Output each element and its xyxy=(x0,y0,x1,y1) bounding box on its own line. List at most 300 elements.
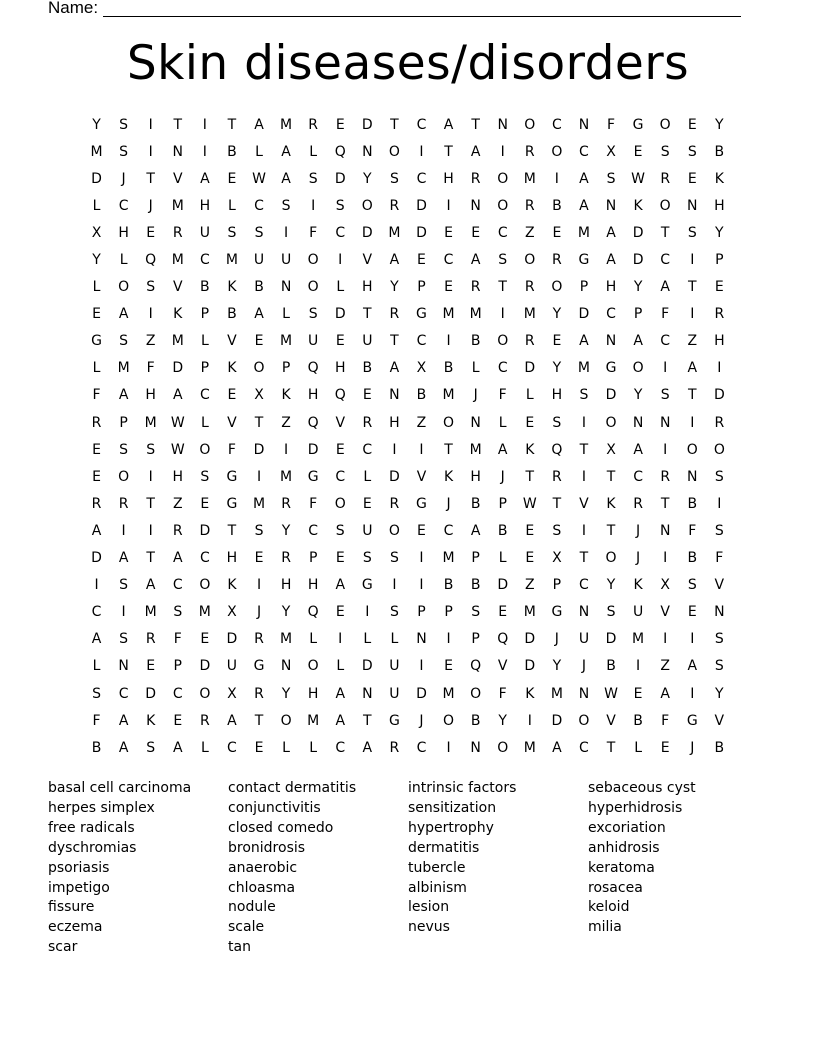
grid-letter[interactable]: I xyxy=(636,658,641,675)
grid-letter[interactable]: K xyxy=(146,712,156,729)
grid-letter[interactable]: Q xyxy=(307,360,319,377)
grid-letter[interactable]: Y xyxy=(552,658,562,675)
grid-letter[interactable]: D xyxy=(389,468,400,485)
grid-letter[interactable]: K xyxy=(714,170,724,187)
grid-letter[interactable]: Z xyxy=(145,333,156,350)
grid-letter[interactable]: B xyxy=(687,495,698,512)
grid-letter[interactable]: I xyxy=(148,522,153,539)
grid-letter[interactable]: O xyxy=(605,550,617,567)
grid-letter[interactable]: V xyxy=(416,468,427,485)
grid-letter[interactable]: L xyxy=(471,360,480,377)
grid-letter[interactable]: Z xyxy=(524,577,535,594)
grid-letter[interactable]: C xyxy=(497,360,508,377)
grid-letter[interactable]: U xyxy=(253,252,265,269)
grid-letter[interactable]: M xyxy=(523,306,536,323)
grid-letter[interactable]: D xyxy=(713,387,725,404)
grid-letter[interactable]: T xyxy=(579,441,589,458)
grid-letter[interactable]: V xyxy=(497,658,508,675)
grid-letter[interactable]: E xyxy=(146,224,156,241)
grid-letter[interactable]: A xyxy=(172,550,183,567)
grid-letter[interactable]: C xyxy=(362,441,373,458)
grid-letter[interactable]: J xyxy=(581,658,587,675)
grid-letter[interactable]: C xyxy=(606,306,616,323)
grid-letter[interactable]: H xyxy=(714,197,725,214)
grid-letter[interactable]: I xyxy=(148,143,153,160)
grid-letter[interactable]: O xyxy=(280,712,292,729)
grid-letter[interactable]: R xyxy=(470,279,481,296)
grid-letter[interactable]: O xyxy=(388,522,400,539)
grid-letter[interactable]: B xyxy=(416,387,427,404)
grid-letter[interactable]: H xyxy=(605,279,617,296)
grid-letter[interactable]: R xyxy=(524,143,535,160)
grid-letter[interactable]: T xyxy=(606,739,616,756)
grid-letter[interactable]: T xyxy=(390,116,399,133)
grid-letter[interactable]: E xyxy=(173,712,183,729)
grid-letter[interactable]: M xyxy=(523,170,536,187)
grid-letter[interactable]: D xyxy=(145,685,157,702)
grid-letter[interactable]: W xyxy=(252,170,266,187)
grid-letter[interactable]: I xyxy=(256,468,262,485)
grid-letter[interactable]: I xyxy=(581,522,587,539)
grid-letter[interactable]: E xyxy=(362,387,372,404)
grid-letter[interactable]: Q xyxy=(334,387,346,404)
grid-letter[interactable]: H xyxy=(118,224,129,241)
grid-letter[interactable]: P xyxy=(281,360,291,377)
grid-letter[interactable]: S xyxy=(714,658,724,675)
grid-letter[interactable]: J xyxy=(636,550,641,567)
grid-letter[interactable]: P xyxy=(444,604,453,621)
grid-letter[interactable]: E xyxy=(471,224,481,241)
grid-letter[interactable]: B xyxy=(714,739,725,756)
grid-letter[interactable]: I xyxy=(690,414,695,431)
grid-letter[interactable]: B xyxy=(714,143,725,160)
grid-letter[interactable]: O xyxy=(578,712,590,729)
grid-letter[interactable]: F xyxy=(661,712,670,729)
grid-letter[interactable]: A xyxy=(281,143,291,160)
grid-letter[interactable]: T xyxy=(471,116,480,133)
grid-letter[interactable]: O xyxy=(497,170,509,187)
grid-letter[interactable]: P xyxy=(498,495,507,512)
grid-letter[interactable]: C xyxy=(551,116,562,133)
grid-letter[interactable]: M xyxy=(117,360,130,377)
grid-letter[interactable]: M xyxy=(225,252,238,269)
grid-letter[interactable]: O xyxy=(253,360,265,377)
grid-letter[interactable]: Y xyxy=(498,712,507,729)
grid-letter[interactable]: A xyxy=(552,739,562,756)
grid-letter[interactable]: B xyxy=(606,658,616,675)
grid-letter[interactable]: M xyxy=(442,306,455,323)
grid-letter[interactable]: W xyxy=(631,170,646,187)
grid-letter[interactable]: M xyxy=(523,604,536,621)
grid-letter[interactable]: S xyxy=(660,143,670,160)
grid-letter[interactable]: M xyxy=(388,224,401,241)
grid-letter[interactable]: V xyxy=(227,333,237,350)
grid-letter[interactable]: I xyxy=(446,333,451,350)
grid-letter[interactable]: A xyxy=(172,739,183,756)
grid-letter[interactable]: B xyxy=(227,143,237,160)
grid-letter[interactable]: O xyxy=(199,685,211,702)
grid-letter[interactable]: L xyxy=(282,306,290,323)
grid-letter[interactable]: F xyxy=(498,685,507,702)
grid-letter[interactable]: Y xyxy=(363,170,372,187)
grid-letter[interactable]: D xyxy=(226,631,238,648)
grid-letter[interactable]: C xyxy=(335,739,346,756)
grid-letter[interactable]: S xyxy=(92,685,101,702)
grid-letter[interactable]: I xyxy=(121,522,126,539)
grid-letter[interactable]: E xyxy=(498,604,508,621)
grid-letter[interactable]: R xyxy=(389,739,400,756)
grid-letter[interactable]: A xyxy=(335,685,346,702)
grid-letter[interactable]: B xyxy=(91,739,102,756)
grid-letter[interactable]: D xyxy=(524,360,536,377)
grid-letter[interactable]: P xyxy=(579,279,589,296)
grid-letter[interactable]: C xyxy=(660,252,671,269)
grid-letter[interactable]: P xyxy=(715,252,724,269)
grid-letter[interactable]: E xyxy=(146,658,156,675)
grid-letter[interactable]: H xyxy=(334,360,346,377)
grid-letter[interactable]: E xyxy=(687,170,697,187)
grid-letter[interactable]: L xyxy=(255,143,263,160)
grid-letter[interactable]: R xyxy=(145,631,156,648)
grid-letter[interactable]: C xyxy=(335,468,346,485)
grid-letter[interactable]: J xyxy=(121,170,126,187)
grid-letter[interactable]: T xyxy=(444,441,453,458)
grid-letter[interactable]: N xyxy=(605,197,617,214)
grid-letter[interactable]: L xyxy=(498,414,507,431)
grid-letter[interactable]: I xyxy=(311,197,316,214)
grid-letter[interactable]: U xyxy=(632,604,644,621)
grid-letter[interactable]: C xyxy=(254,197,264,214)
grid-letter[interactable]: Y xyxy=(92,116,101,133)
grid-letter[interactable]: S xyxy=(335,522,345,539)
grid-letter[interactable]: E xyxy=(687,604,697,621)
grid-letter[interactable]: A xyxy=(335,577,346,594)
grid-letter[interactable]: D xyxy=(605,387,617,404)
grid-letter[interactable]: V xyxy=(714,712,725,729)
grid-letter[interactable]: I xyxy=(148,306,153,323)
grid-letter[interactable]: I xyxy=(419,550,424,567)
grid-letter[interactable]: I xyxy=(581,414,587,431)
grid-letter[interactable]: E xyxy=(92,468,101,485)
grid-letter[interactable]: U xyxy=(226,658,238,675)
grid-letter[interactable]: T xyxy=(254,414,264,431)
grid-letter[interactable]: S xyxy=(119,333,129,350)
grid-letter[interactable]: M xyxy=(550,685,563,702)
grid-letter[interactable]: N xyxy=(416,631,427,648)
grid-letter[interactable]: F xyxy=(715,550,724,567)
grid-letter[interactable]: R xyxy=(254,685,264,702)
grid-letter[interactable]: M xyxy=(523,739,536,756)
grid-letter[interactable]: M xyxy=(280,631,293,648)
grid-letter[interactable]: H xyxy=(307,387,319,404)
grid-letter[interactable]: E xyxy=(417,252,426,269)
grid-letter[interactable]: J xyxy=(554,631,559,648)
grid-letter[interactable]: I xyxy=(581,468,587,485)
grid-letter[interactable]: F xyxy=(92,712,101,729)
grid-letter[interactable]: W xyxy=(170,441,185,458)
grid-letter[interactable]: A xyxy=(254,116,264,133)
grid-letter[interactable]: A xyxy=(389,252,400,269)
grid-letter[interactable]: L xyxy=(200,333,209,350)
grid-letter[interactable]: M xyxy=(577,360,590,377)
grid-letter[interactable]: C xyxy=(416,333,427,350)
grid-letter[interactable]: H xyxy=(714,333,725,350)
grid-letter[interactable]: P xyxy=(552,577,562,594)
grid-letter[interactable]: P xyxy=(308,550,318,567)
grid-letter[interactable]: J xyxy=(148,197,153,214)
grid-letter[interactable]: H xyxy=(551,387,563,404)
grid-letter[interactable]: F xyxy=(606,116,616,133)
grid-letter[interactable]: N xyxy=(280,279,292,296)
grid-letter[interactable]: B xyxy=(470,577,481,594)
grid-letter[interactable]: B xyxy=(443,360,454,377)
grid-letter[interactable]: N xyxy=(659,414,671,431)
grid-letter[interactable]: C xyxy=(91,604,102,621)
grid-letter[interactable]: S xyxy=(308,170,318,187)
grid-letter[interactable]: Q xyxy=(497,631,509,648)
grid-letter[interactable]: N xyxy=(578,685,590,702)
grid-letter[interactable]: B xyxy=(254,279,264,296)
grid-letter[interactable]: C xyxy=(579,577,589,594)
grid-letter[interactable]: O xyxy=(497,197,509,214)
grid-letter[interactable]: I xyxy=(554,170,559,187)
grid-letter[interactable]: T xyxy=(660,495,670,512)
grid-letter[interactable]: R xyxy=(281,550,291,567)
grid-letter[interactable]: A xyxy=(281,170,291,187)
grid-letter[interactable]: E xyxy=(335,441,345,458)
grid-letter[interactable]: E xyxy=(714,279,724,296)
grid-letter[interactable]: I xyxy=(392,441,397,458)
grid-letter[interactable]: L xyxy=(525,387,534,404)
grid-letter[interactable]: D xyxy=(361,116,373,133)
grid-letter[interactable]: L xyxy=(309,143,318,160)
grid-letter[interactable]: Z xyxy=(687,333,698,350)
grid-letter[interactable]: S xyxy=(606,170,616,187)
grid-letter[interactable]: T xyxy=(444,143,453,160)
grid-letter[interactable]: Y xyxy=(552,360,562,377)
grid-letter[interactable]: C xyxy=(416,116,427,133)
grid-letter[interactable]: A xyxy=(606,252,616,269)
grid-letter[interactable]: T xyxy=(606,468,616,485)
grid-letter[interactable]: O xyxy=(659,197,671,214)
grid-letter[interactable]: M xyxy=(577,224,590,241)
grid-letter[interactable]: I xyxy=(663,441,668,458)
grid-letter[interactable]: Y xyxy=(715,224,724,241)
grid-letter[interactable]: N xyxy=(687,197,698,214)
grid-letter[interactable]: B xyxy=(362,360,373,377)
grid-letter[interactable]: U xyxy=(362,522,373,539)
grid-letter[interactable]: U xyxy=(389,685,400,702)
grid-letter[interactable]: L xyxy=(92,279,101,296)
grid-letter[interactable]: Y xyxy=(633,279,643,296)
grid-letter[interactable]: T xyxy=(254,712,264,729)
grid-letter[interactable]: N xyxy=(497,116,508,133)
grid-letter[interactable]: T xyxy=(660,224,670,241)
grid-letter[interactable]: E xyxy=(633,685,643,702)
grid-letter[interactable]: D xyxy=(632,224,644,241)
grid-letter[interactable]: O xyxy=(118,468,130,485)
grid-letter[interactable]: F xyxy=(498,387,507,404)
grid-letter[interactable]: B xyxy=(470,495,481,512)
grid-letter[interactable]: T xyxy=(498,279,507,296)
grid-letter[interactable]: A xyxy=(91,522,102,539)
grid-letter[interactable]: G xyxy=(605,360,617,377)
grid-letter[interactable]: F xyxy=(661,306,670,323)
grid-letter[interactable]: Z xyxy=(172,495,183,512)
grid-letter[interactable]: F xyxy=(173,631,182,648)
grid-letter[interactable]: Q xyxy=(145,252,157,269)
grid-letter[interactable]: T xyxy=(363,712,372,729)
grid-letter[interactable]: R xyxy=(633,495,643,512)
grid-letter[interactable]: C xyxy=(335,224,346,241)
grid-letter[interactable]: R xyxy=(172,224,183,241)
grid-letter[interactable]: S xyxy=(389,550,399,567)
grid-letter[interactable]: A xyxy=(660,279,670,296)
grid-letter[interactable]: N xyxy=(280,658,292,675)
grid-letter[interactable]: H xyxy=(470,468,481,485)
grid-letter[interactable]: E xyxy=(335,604,345,621)
grid-letter[interactable]: E xyxy=(227,387,237,404)
grid-letter[interactable]: D xyxy=(578,306,590,323)
grid-letter[interactable]: N xyxy=(470,414,481,431)
grid-letter[interactable]: D xyxy=(361,224,373,241)
grid-letter[interactable]: L xyxy=(200,739,209,756)
grid-letter[interactable]: C xyxy=(118,685,129,702)
grid-letter[interactable]: E xyxy=(92,306,101,323)
grid-letter[interactable]: J xyxy=(256,604,262,621)
grid-letter[interactable]: H xyxy=(307,577,319,594)
grid-letter[interactable]: E xyxy=(335,116,345,133)
grid-letter[interactable]: D xyxy=(524,631,536,648)
grid-letter[interactable]: X xyxy=(416,360,427,377)
grid-letter[interactable]: S xyxy=(362,550,372,567)
grid-letter[interactable]: A xyxy=(470,252,481,269)
grid-letter[interactable]: E xyxy=(200,495,210,512)
grid-letter[interactable]: N xyxy=(578,604,590,621)
grid-letter[interactable]: O xyxy=(524,252,536,269)
grid-letter[interactable]: T xyxy=(552,495,562,512)
grid-letter[interactable]: L xyxy=(228,197,236,214)
grid-letter[interactable]: M xyxy=(280,468,293,485)
grid-letter[interactable]: T xyxy=(606,522,616,539)
grid-letter[interactable]: M xyxy=(632,631,645,648)
grid-letter[interactable]: I xyxy=(663,631,668,648)
grid-letter[interactable]: C xyxy=(579,739,589,756)
grid-letter[interactable]: E xyxy=(254,550,264,567)
grid-letter[interactable]: O xyxy=(361,197,373,214)
grid-letter[interactable]: E xyxy=(444,279,453,296)
grid-letter[interactable]: R xyxy=(199,712,210,729)
grid-letter[interactable]: V xyxy=(227,414,237,431)
grid-letter[interactable]: A xyxy=(172,387,183,404)
grid-letter[interactable]: Z xyxy=(416,414,427,431)
grid-letter[interactable]: B xyxy=(227,306,237,323)
grid-letter[interactable]: H xyxy=(307,685,319,702)
grid-letter[interactable]: R xyxy=(389,197,400,214)
grid-letter[interactable]: C xyxy=(497,224,508,241)
grid-letter[interactable]: C xyxy=(172,685,183,702)
grid-letter[interactable]: J xyxy=(446,495,451,512)
grid-letter[interactable]: R xyxy=(660,468,671,485)
grid-letter[interactable]: H xyxy=(145,387,156,404)
grid-letter[interactable]: I xyxy=(690,252,695,269)
grid-letter[interactable]: R xyxy=(660,170,671,187)
grid-letter[interactable]: K xyxy=(281,387,291,404)
grid-letter[interactable]: D xyxy=(199,658,211,675)
grid-letter[interactable]: X xyxy=(227,685,237,702)
grid-letter[interactable]: M xyxy=(252,495,266,512)
grid-letter[interactable]: L xyxy=(92,197,101,214)
grid-letter[interactable]: M xyxy=(280,333,293,350)
grid-letter[interactable]: J xyxy=(473,387,478,404)
grid-letter[interactable]: I xyxy=(419,441,424,458)
grid-letter[interactable]: E xyxy=(687,116,697,133)
grid-letter[interactable]: L xyxy=(336,658,345,675)
grid-letter[interactable]: I xyxy=(202,116,207,133)
grid-letter[interactable]: V xyxy=(606,712,616,729)
grid-letter[interactable]: K xyxy=(525,685,535,702)
grid-letter[interactable]: L xyxy=(363,631,372,648)
grid-letter[interactable]: O xyxy=(686,441,698,458)
grid-letter[interactable]: F xyxy=(309,495,318,512)
grid-letter[interactable]: B xyxy=(443,577,454,594)
grid-letter[interactable]: G xyxy=(686,712,698,729)
grid-letter[interactable]: S xyxy=(687,577,697,594)
grid-letter[interactable]: L xyxy=(309,631,318,648)
grid-letter[interactable]: N xyxy=(605,333,617,350)
grid-letter[interactable]: E xyxy=(633,143,643,160)
grid-letter[interactable]: M xyxy=(442,387,455,404)
grid-letter[interactable]: O xyxy=(443,414,455,431)
grid-letter[interactable]: R xyxy=(552,252,562,269)
grid-letter[interactable]: E xyxy=(254,739,264,756)
grid-letter[interactable]: F xyxy=(146,360,155,377)
grid-letter[interactable]: I xyxy=(690,306,695,323)
grid-letter[interactable]: T xyxy=(687,279,697,296)
grid-letter[interactable]: A xyxy=(335,712,346,729)
grid-letter[interactable]: D xyxy=(253,441,265,458)
grid-letter[interactable]: G xyxy=(307,468,319,485)
grid-letter[interactable]: D xyxy=(416,224,427,241)
grid-letter[interactable]: G xyxy=(551,604,563,621)
grid-letter[interactable]: S xyxy=(308,306,318,323)
grid-letter[interactable]: Y xyxy=(281,685,291,702)
grid-letter[interactable]: X xyxy=(606,441,616,458)
grid-letter[interactable]: U xyxy=(280,252,292,269)
grid-letter[interactable]: L xyxy=(282,739,290,756)
grid-letter[interactable]: O xyxy=(524,116,536,133)
grid-letter[interactable]: A xyxy=(118,306,129,323)
grid-letter[interactable]: X xyxy=(660,577,670,594)
grid-letter[interactable]: F xyxy=(227,441,236,458)
grid-letter[interactable]: E xyxy=(254,333,264,350)
grid-letter[interactable]: W xyxy=(522,495,537,512)
grid-letter[interactable]: V xyxy=(335,414,346,431)
grid-letter[interactable]: A xyxy=(579,333,589,350)
grid-letter[interactable]: N xyxy=(632,414,644,431)
grid-letter[interactable]: U xyxy=(308,333,319,350)
grid-letter[interactable]: A xyxy=(145,577,156,594)
grid-letter[interactable]: Y xyxy=(281,604,291,621)
grid-letter[interactable]: T xyxy=(173,116,183,133)
grid-letter[interactable]: O xyxy=(497,739,509,756)
grid-letter[interactable]: D xyxy=(416,685,427,702)
grid-letter[interactable]: U xyxy=(362,333,373,350)
grid-letter[interactable]: T xyxy=(146,495,155,512)
grid-letter[interactable]: S xyxy=(552,414,562,431)
grid-letter[interactable]: R xyxy=(524,197,535,214)
grid-letter[interactable]: X xyxy=(227,604,237,621)
